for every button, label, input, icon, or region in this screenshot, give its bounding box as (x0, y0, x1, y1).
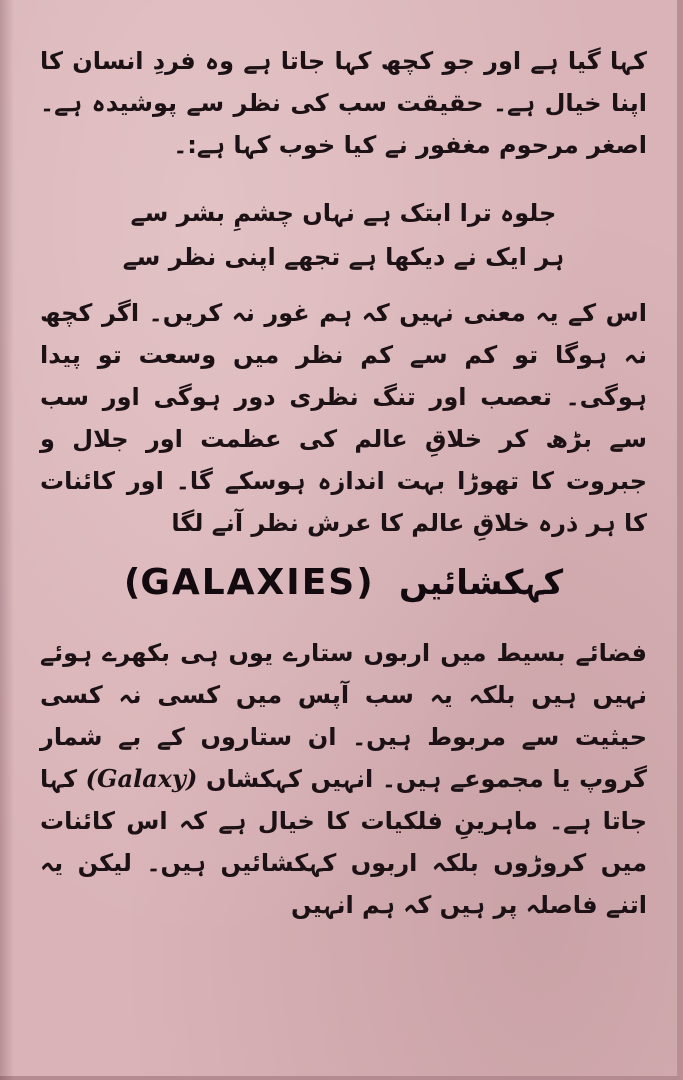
paragraph-galaxies (40, 632, 647, 926)
heading-urdu: کہکشائیں (399, 563, 564, 603)
paragraph-reflection: اس کے یہ معنی نہیں کہ ہم غور نہ کریں۔ اگر کچھ نہ ہوگا تو کم سے کم نظر میں وسعت تو پیدا ہوگی۔ تعصب اور تنگ نظری دور ہوگی اور سب سے بڑھ کر خلاقِ عالم کی عظمت اور جلال و جبروت کا تھوڑا بہت اندازہ ہوسکے گا۔ اور کائنات کا ہر ذرہ خلاقِ عالم کا عرش نظر آنے لگا (40, 299, 647, 537)
page-gutter-shadow (0, 0, 14, 1080)
paragraph-galaxies-part-1: فضائے بسیط میں اربوں ستارے یوں ہی بکھرے ہوئے نہیں ہیں بلکہ یہ سب آپس میں کسی نہ کسی حیثیت سے مربوط ہیں۔ ان ستاروں کے بے شمار گروپ یا مجموعے ہیں۔ انہیں کہکشاں (40, 639, 647, 793)
couplet-line-1: جلوہ ترا ابتک ہے نہاں چشمِ بشر سے (130, 199, 557, 227)
heading-latin: (GALAXIES) (123, 562, 373, 603)
section-heading (40, 562, 647, 603)
galaxy-term: (Galaxy) (85, 764, 198, 793)
paragraph-galaxies-part-2: کہا جاتا ہے۔ ماہرینِ فلکیات کا خیال ہے کہ اس کائنات میں کروڑوں بلکہ اربوں کہکشائیں ہیں۔ لیکن یہ اتنے فاصلہ پر ہیں کہ ہم انہیں (40, 765, 647, 919)
couplet-line-2: ہر ایک نے دیکھا ہے تجھے اپنی نظر سے (122, 243, 565, 271)
paragraph-intro: کہا گیا ہے اور جو کچھ کہا جاتا ہے وہ فردِ انسان کا اپنا خیال ہے۔ حقیقت سب کی نظر سے پوشیدہ ہے۔ اصغر مرحوم مغفور نے کیا خوب کہا ہے:۔ (40, 47, 647, 159)
